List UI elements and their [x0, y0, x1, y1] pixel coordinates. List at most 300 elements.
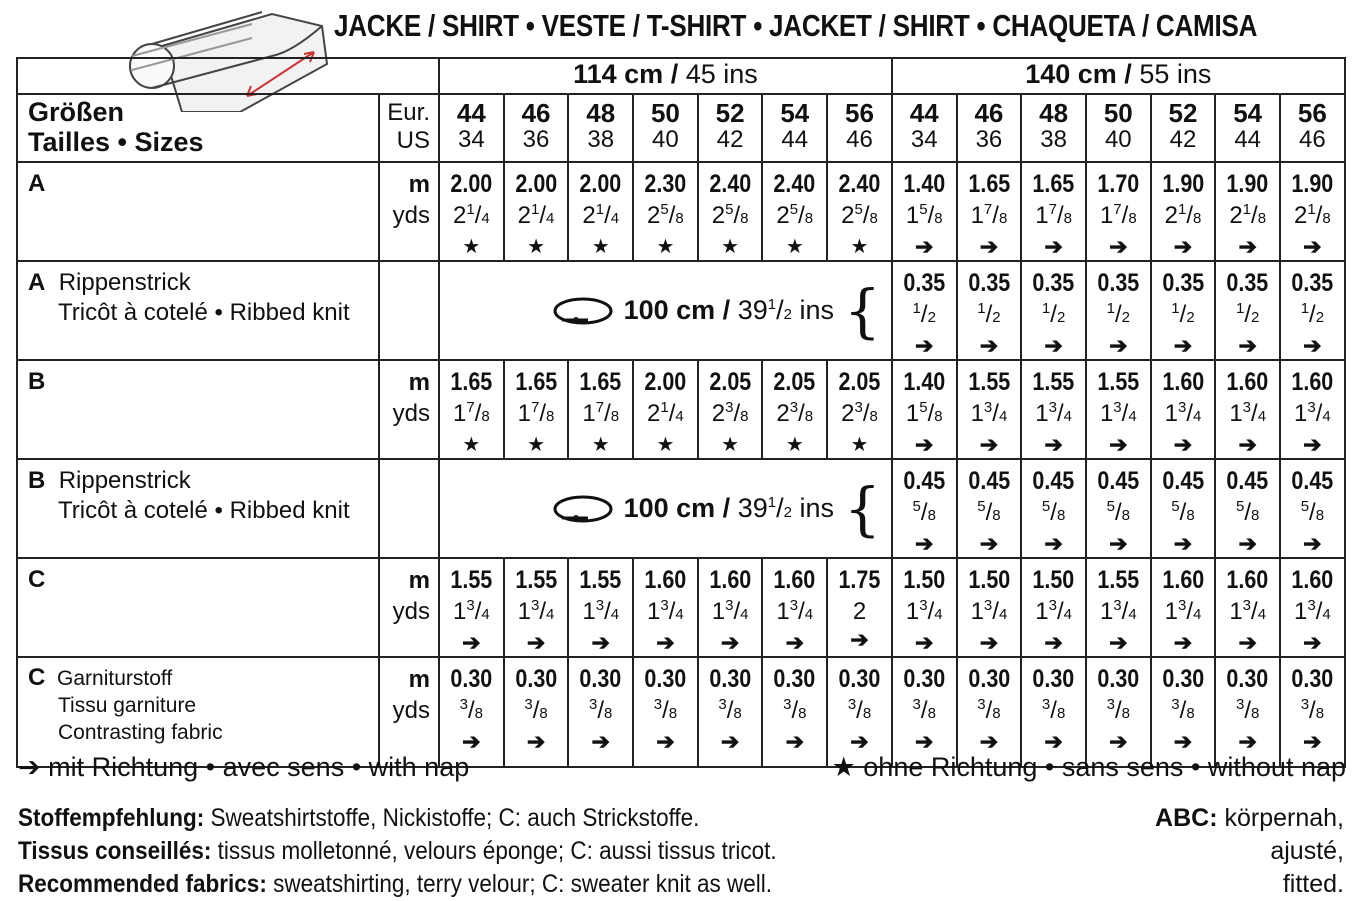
meters-value: 1.60 — [1162, 368, 1204, 396]
meters-value: 1.55 — [1097, 368, 1140, 396]
size-cell — [1021, 94, 1086, 162]
meters-value: 1.65 — [515, 368, 557, 396]
meters-value: 0.45 — [1032, 467, 1075, 495]
yards-value: $1^3/4$ — [776, 597, 814, 625]
meters-value: 1.65 — [967, 170, 1010, 198]
yards-value: $^1$/2 — [1171, 300, 1195, 328]
meters-value: 0.45 — [967, 467, 1010, 495]
yardage-cell — [698, 558, 763, 657]
with-nap-arrow-icon: ➔ — [785, 729, 804, 754]
yardage-cell — [892, 162, 957, 261]
row-label: A — [17, 162, 379, 261]
us-size: 36 — [522, 126, 550, 153]
yardage-cell — [957, 459, 1022, 558]
row-label: B Rippenstrick Tricôt à cotelé • Ribbed knit — [17, 459, 379, 558]
recommendation-en: Recommended fabrics: sweatshirting, terry velour; C: sweater knit as well. — [18, 870, 773, 898]
yards-value: $^3$/8 — [847, 696, 872, 724]
yards-value: $2^3/8$ — [841, 399, 878, 427]
us-size: 44 — [781, 126, 809, 153]
with-nap-arrow-icon: ➔ — [462, 729, 481, 754]
with-nap-arrow-icon: ➔ — [1238, 630, 1257, 655]
without-nap-star-icon: ★ — [462, 434, 481, 456]
yardage-cell — [762, 360, 827, 459]
eur-size: 52 — [715, 98, 745, 128]
us-size: 46 — [846, 126, 873, 153]
yardage-cell — [892, 657, 957, 767]
size-cell — [827, 94, 892, 162]
yardage-cell — [1021, 657, 1086, 767]
eur-size: 48 — [586, 98, 616, 128]
without-nap-star-icon: ★ — [850, 434, 869, 456]
width-140-header: 140 cm / 55 ins — [892, 58, 1345, 94]
meters-value: 1.90 — [1291, 170, 1334, 198]
meters-value: 1.40 — [903, 170, 946, 198]
yardage-cell — [1280, 261, 1345, 360]
size-cell — [633, 94, 698, 162]
contrast-fabric-row — [17, 657, 1345, 767]
yardage-cell — [504, 360, 569, 459]
without-nap-star-icon: ★ — [850, 236, 869, 258]
eur-size: 50 — [650, 98, 680, 128]
meters-value: 1.60 — [1291, 368, 1334, 396]
width-114-header: 114 cm / 45 ins — [439, 58, 892, 94]
yards-value: $^5$/8 — [1300, 498, 1325, 526]
tube-knit-icon — [552, 294, 614, 328]
yardage-cell — [1215, 261, 1280, 360]
size-cell — [1280, 94, 1345, 162]
eur-size: 50 — [1103, 98, 1133, 128]
yards-value: $^3$/8 — [718, 696, 742, 724]
with-nap-arrow-icon: ➔ — [1109, 729, 1128, 754]
legend-without-nap: ★ ohne Richtung • sans sens • without nap — [831, 752, 1346, 782]
with-nap-arrow-icon: ➔ — [1044, 729, 1063, 754]
meters-value: 1.60 — [644, 566, 687, 594]
meters-value: 0.35 — [967, 269, 1010, 297]
yardage-cell — [439, 558, 504, 657]
yards-value: $1^3/4$ — [970, 399, 1008, 427]
meters-value: 0.30 — [579, 665, 622, 693]
ribbed-width: 100 cm / $39^1/2$ ins { — [439, 261, 892, 360]
yards-value: $1^7/8$ — [517, 399, 555, 427]
yardage-cell — [1021, 558, 1086, 657]
yards-value: $1^3/4$ — [452, 597, 490, 625]
ribbed-width: 100 cm / $39^1/2$ ins { — [439, 459, 892, 558]
without-nap-star-icon: ★ — [591, 236, 610, 258]
with-nap-arrow-icon: ➔ — [915, 234, 934, 259]
with-nap-arrow-icon: ➔ — [1109, 630, 1128, 655]
yardage-cell — [1280, 459, 1345, 558]
with-nap-arrow-icon: ➔ — [656, 630, 675, 655]
without-nap-star-icon: ★ — [656, 434, 675, 456]
yardage-cell — [698, 162, 763, 261]
meters-value: 1.60 — [773, 566, 816, 594]
yards-value: $1^3/4$ — [517, 597, 555, 625]
yards-value: $1^7/8$ — [1099, 201, 1137, 229]
without-nap-star-icon: ★ — [591, 434, 610, 456]
with-nap-arrow-icon: ➔ — [1238, 729, 1257, 754]
us-size: 40 — [652, 126, 679, 153]
ribbed-knit-row-a_rib — [17, 261, 1345, 360]
meters-value: 0.30 — [515, 665, 557, 693]
yards-value: $^1$/2 — [1106, 300, 1130, 328]
yards-value: 2 — [852, 598, 867, 625]
meters-value: 0.35 — [1226, 269, 1269, 297]
yardage-cell — [439, 360, 504, 459]
with-nap-arrow-icon: ➔ — [1303, 531, 1322, 556]
yardage-cell — [1086, 360, 1151, 459]
with-nap-arrow-icon: ➔ — [591, 729, 610, 754]
yards-value: $1^5/8$ — [905, 201, 943, 229]
yards-value: $^3$/8 — [977, 696, 1001, 724]
yardage-cell — [1215, 162, 1280, 261]
meters-value: 2.30 — [644, 170, 687, 198]
yardage-cell — [892, 261, 957, 360]
yardage-cell — [633, 162, 698, 261]
with-nap-arrow-icon: ➔ — [1238, 531, 1257, 556]
with-nap-arrow-icon: ➔ — [1044, 333, 1063, 358]
yards-value: $1^5/8$ — [905, 399, 943, 427]
meters-value: 0.30 — [1032, 665, 1075, 693]
yardage-cell — [1151, 360, 1216, 459]
size-cell — [1086, 94, 1151, 162]
eur-size: 56 — [1297, 98, 1327, 128]
meters-value: 1.55 — [967, 368, 1010, 396]
yards-value: $1^3/4$ — [1035, 597, 1072, 625]
with-nap-arrow-icon: ➔ — [785, 630, 804, 655]
yardage-cell — [827, 162, 892, 261]
yards-value: $^3$/8 — [1235, 696, 1260, 724]
yardage-cell — [1151, 558, 1216, 657]
us-size: 38 — [587, 126, 615, 153]
yards-value: $^1$/2 — [1041, 300, 1066, 328]
yardage-cell — [1215, 459, 1280, 558]
yards-value: $^3$/8 — [1041, 696, 1066, 724]
with-nap-arrow-icon: ➔ — [1303, 630, 1322, 655]
meters-value: 1.65 — [579, 368, 622, 396]
meters-value: 0.30 — [644, 665, 687, 693]
yardage-cell — [1086, 657, 1151, 767]
yards-value: $^5$/8 — [1171, 498, 1195, 526]
meters-value: 2.00 — [450, 170, 493, 198]
with-nap-arrow-icon: ➔ — [1109, 531, 1128, 556]
us-size: 42 — [716, 126, 744, 153]
yardage-cell — [1086, 162, 1151, 261]
with-nap-arrow-icon: ➔ — [1303, 333, 1322, 358]
meters-value: 1.55 — [579, 566, 622, 594]
size-cell — [892, 94, 957, 162]
yards-value: $2^5/8$ — [711, 201, 749, 229]
yards-value: $1^3/4$ — [1229, 399, 1267, 427]
with-nap-arrow-icon: ➔ — [526, 630, 546, 655]
yards-value: $^5$/8 — [977, 498, 1001, 526]
eur-size: 46 — [521, 98, 551, 128]
yards-value: $2^1/4$ — [452, 201, 490, 229]
with-nap-arrow-icon: ➔ — [591, 630, 610, 655]
yards-value: $1^3/4$ — [711, 597, 749, 625]
eur-size: 44 — [909, 98, 939, 128]
yardage-cell — [1151, 657, 1216, 767]
with-nap-arrow-icon: ➔ — [1238, 234, 1257, 259]
row-label: C Garniturstoff Tissu garniture Contrasting fabric — [17, 657, 379, 767]
yardage-cell — [957, 360, 1022, 459]
with-nap-arrow-icon: ➔ — [1173, 729, 1193, 754]
meters-value: 0.30 — [1162, 665, 1204, 693]
yardage-cell — [762, 558, 827, 657]
meters-value: 0.45 — [903, 467, 946, 495]
yards-value: $1^3/4$ — [1164, 597, 1202, 625]
meters-value: 0.30 — [1097, 665, 1140, 693]
meters-value: 1.60 — [1226, 368, 1269, 396]
with-nap-arrow-icon: ➔ — [979, 432, 999, 457]
with-nap-arrow-icon: ➔ — [1109, 234, 1128, 259]
eur-size: 56 — [845, 98, 874, 128]
meters-value: 0.30 — [709, 665, 752, 693]
with-nap-arrow-icon: ➔ — [915, 531, 934, 556]
yards-value: $^1$/2 — [912, 300, 936, 328]
size-cell — [439, 94, 504, 162]
yards-value: $^3$/8 — [912, 696, 936, 724]
yardage-cell — [827, 360, 892, 459]
with-nap-arrow-icon: ➔ — [850, 627, 869, 652]
with-nap-arrow-icon: ➔ — [1044, 234, 1063, 259]
without-nap-star-icon: ★ — [721, 236, 740, 258]
meters-value: 2.05 — [838, 368, 881, 396]
fit-note: ABC: körpernah, ajusté, fitted. — [1155, 804, 1344, 898]
yardage-cell — [1151, 261, 1216, 360]
yards-value: $^1$/2 — [977, 300, 1001, 328]
yards-value: $1^7/8$ — [970, 201, 1008, 229]
brace-icon: { — [843, 276, 881, 345]
yards-value: $1^3/4$ — [1099, 399, 1137, 427]
meters-value: 2.40 — [773, 170, 816, 198]
yardage-cell — [1021, 360, 1086, 459]
yards-value: $2^3/8$ — [776, 399, 814, 427]
yards-value: $^3$/8 — [459, 696, 484, 724]
meters-value: 0.30 — [450, 665, 493, 693]
yardage-cell — [504, 162, 569, 261]
width-header-row — [17, 58, 1345, 94]
eur-us-label: Eur. US — [379, 94, 439, 162]
with-nap-arrow-icon: ➔ — [1109, 432, 1128, 457]
meters-value: 1.75 — [838, 566, 881, 594]
meters-value: 1.65 — [1032, 170, 1075, 198]
size-cell — [957, 94, 1022, 162]
us-size: 42 — [1169, 126, 1197, 153]
meters-value: 0.35 — [1032, 269, 1075, 297]
yardage-cell — [892, 459, 957, 558]
yardage-cell — [1151, 162, 1216, 261]
yardage-cell — [762, 657, 827, 767]
meters-value: 2.00 — [644, 368, 687, 396]
with-nap-arrow-icon: ➔ — [1303, 729, 1322, 754]
with-nap-arrow-icon: ➔ — [979, 630, 999, 655]
without-nap-star-icon: ★ — [656, 236, 675, 258]
us-size: 46 — [1299, 126, 1326, 153]
meters-value: 0.45 — [1226, 467, 1269, 495]
with-nap-arrow-icon: ➔ — [1173, 630, 1193, 655]
with-nap-arrow-icon: ➔ — [1044, 432, 1063, 457]
meters-value: 1.60 — [1291, 566, 1334, 594]
with-nap-arrow-icon: ➔ — [720, 630, 740, 655]
with-nap-arrow-icon: ➔ — [462, 630, 481, 655]
without-nap-star-icon: ★ — [785, 434, 804, 456]
yardage-cell — [1280, 657, 1345, 767]
meters-value: 1.90 — [1162, 170, 1204, 198]
with-nap-arrow-icon: ➔ — [915, 333, 934, 358]
blank-cell — [17, 58, 439, 94]
yards-value: $2^1/4$ — [647, 399, 684, 427]
meters-value: 0.30 — [967, 665, 1010, 693]
yardage-cell — [957, 162, 1022, 261]
yardage-cell — [1151, 459, 1216, 558]
yardage-cell — [957, 657, 1022, 767]
meters-value: 0.45 — [1291, 467, 1334, 495]
eur-size: 46 — [974, 98, 1004, 128]
yardage-cell — [568, 657, 633, 767]
meters-value: 1.50 — [903, 566, 946, 594]
yards-value: $2^5/8$ — [647, 201, 684, 229]
unit-label: m yds — [379, 360, 439, 459]
eur-size: 52 — [1168, 98, 1198, 128]
yards-value: $^3$/8 — [589, 696, 613, 724]
meters-value: 0.30 — [1226, 665, 1269, 693]
with-nap-arrow-icon: ➔ — [1303, 432, 1322, 457]
tube-knit-icon — [552, 492, 614, 526]
eur-size: 54 — [780, 98, 810, 128]
size-cell — [762, 94, 827, 162]
yardage-cell — [568, 360, 633, 459]
yardage-cell — [633, 558, 698, 657]
size-cell — [504, 94, 569, 162]
yardage-cell — [439, 162, 504, 261]
yardage-cell — [439, 657, 504, 767]
yardage-cell — [504, 657, 569, 767]
meters-value: 1.60 — [1162, 566, 1204, 594]
yardage-cell — [698, 657, 763, 767]
size-cell — [568, 94, 633, 162]
with-nap-arrow-icon: ➔ — [979, 234, 999, 259]
meters-value: 2.40 — [709, 170, 752, 198]
unit-label: m yds — [379, 657, 439, 767]
with-nap-arrow-icon: ➔ — [1173, 531, 1193, 556]
with-nap-arrow-icon: ➔ — [526, 729, 546, 754]
yards-value: $2^1/8$ — [1294, 201, 1331, 229]
meters-value: 0.30 — [1291, 665, 1334, 693]
yardage-cell — [1021, 261, 1086, 360]
with-nap-arrow-icon: ➔ — [1044, 531, 1063, 556]
yards-value: $^3$/8 — [524, 696, 548, 724]
without-nap-star-icon: ★ — [527, 434, 545, 456]
row-label: C — [17, 558, 379, 657]
yards-value: $1^3/4$ — [1229, 597, 1267, 625]
with-nap-arrow-icon: ➔ — [1173, 234, 1193, 259]
yards-value: $2^1/8$ — [1229, 201, 1267, 229]
with-nap-arrow-icon: ➔ — [1238, 432, 1257, 457]
yards-value: $1^3/4$ — [1099, 597, 1137, 625]
yards-value: $1^7/8$ — [1035, 201, 1072, 229]
fabric-row-a — [17, 162, 1345, 261]
yards-value: $1^7/8$ — [452, 399, 490, 427]
without-nap-star-icon: ★ — [721, 434, 740, 456]
meters-value: 0.35 — [1097, 269, 1140, 297]
yardage-cell — [957, 261, 1022, 360]
meters-value: 1.70 — [1097, 170, 1140, 198]
meters-value: 0.35 — [903, 269, 946, 297]
size-cell — [1151, 94, 1216, 162]
yardage-cell — [827, 657, 892, 767]
size-label: Größen Tailles • Sizes — [17, 94, 379, 162]
meters-value: 1.90 — [1226, 170, 1269, 198]
size-header-row — [17, 94, 1345, 162]
yards-value: $^1$/2 — [1300, 300, 1325, 328]
yardage-cell — [568, 558, 633, 657]
yards-value: $^3$/8 — [1300, 696, 1325, 724]
with-nap-arrow-icon: ➔ — [1173, 333, 1193, 358]
yards-value: $1^3/4$ — [582, 597, 620, 625]
row-label: B — [17, 360, 379, 459]
meters-value: 2.40 — [838, 170, 881, 198]
yardage-cell — [633, 360, 698, 459]
meters-value: 2.05 — [709, 368, 752, 396]
page-title: JACKE / SHIRT • VESTE / T-SHIRT • JACKET / SHIRT • CHAQUETA / CAMISA — [334, 8, 1258, 43]
eur-size: 44 — [456, 98, 486, 128]
with-nap-arrow-icon: ➔ — [1173, 432, 1193, 457]
recommendation-de: Stoffempfehlung: Sweatshirtstoffe, Nickistoffe; C: auch Strickstoffe. — [18, 804, 700, 832]
yards-value: $2^5/8$ — [841, 201, 878, 229]
with-nap-arrow-icon: ➔ — [1303, 234, 1322, 259]
yards-value: $^5$/8 — [1106, 498, 1130, 526]
yards-value: $1^7/8$ — [582, 399, 620, 427]
meters-value: 1.60 — [709, 566, 752, 594]
yards-value: $^5$/8 — [912, 498, 936, 526]
fabric-row-b — [17, 360, 1345, 459]
us-size: 44 — [1234, 126, 1262, 153]
yardage-cell — [827, 558, 892, 657]
meters-value: 2.00 — [515, 170, 557, 198]
with-nap-arrow-icon: ➔ — [979, 729, 999, 754]
with-nap-arrow-icon: ➔ — [1238, 333, 1257, 358]
size-cell — [698, 94, 763, 162]
yards-value: $^3$/8 — [783, 696, 807, 724]
yardage-cell — [1280, 558, 1345, 657]
yards-value: $2^5/8$ — [776, 201, 814, 229]
yardage-cell — [504, 558, 569, 657]
yards-value: $^1$/2 — [1235, 300, 1260, 328]
yardage-cell — [1086, 459, 1151, 558]
blank-cell — [379, 459, 439, 558]
yardage-cell — [1021, 459, 1086, 558]
yards-value: $^5$/8 — [1041, 498, 1066, 526]
meters-value: 0.35 — [1162, 269, 1204, 297]
yards-value: $2^1/4$ — [582, 201, 620, 229]
without-nap-star-icon: ★ — [785, 236, 804, 258]
yards-value: $1^3/4$ — [1294, 597, 1331, 625]
yards-value: $2^3/8$ — [711, 399, 749, 427]
without-nap-star-icon: ★ — [527, 236, 545, 258]
yardage-cell — [1280, 360, 1345, 459]
yardage-cell — [892, 360, 957, 459]
yardage-cell — [633, 657, 698, 767]
meters-value: 1.55 — [1097, 566, 1140, 594]
us-size: 38 — [1040, 126, 1067, 153]
yards-value: $1^3/4$ — [1164, 399, 1202, 427]
with-nap-arrow-icon: ➔ — [915, 630, 934, 655]
yards-value: $1^3/4$ — [905, 597, 943, 625]
with-nap-arrow-icon: ➔ — [720, 729, 740, 754]
yardage-cell — [1086, 558, 1151, 657]
with-nap-arrow-icon: ➔ — [1044, 630, 1063, 655]
fabric-row-c — [17, 558, 1345, 657]
